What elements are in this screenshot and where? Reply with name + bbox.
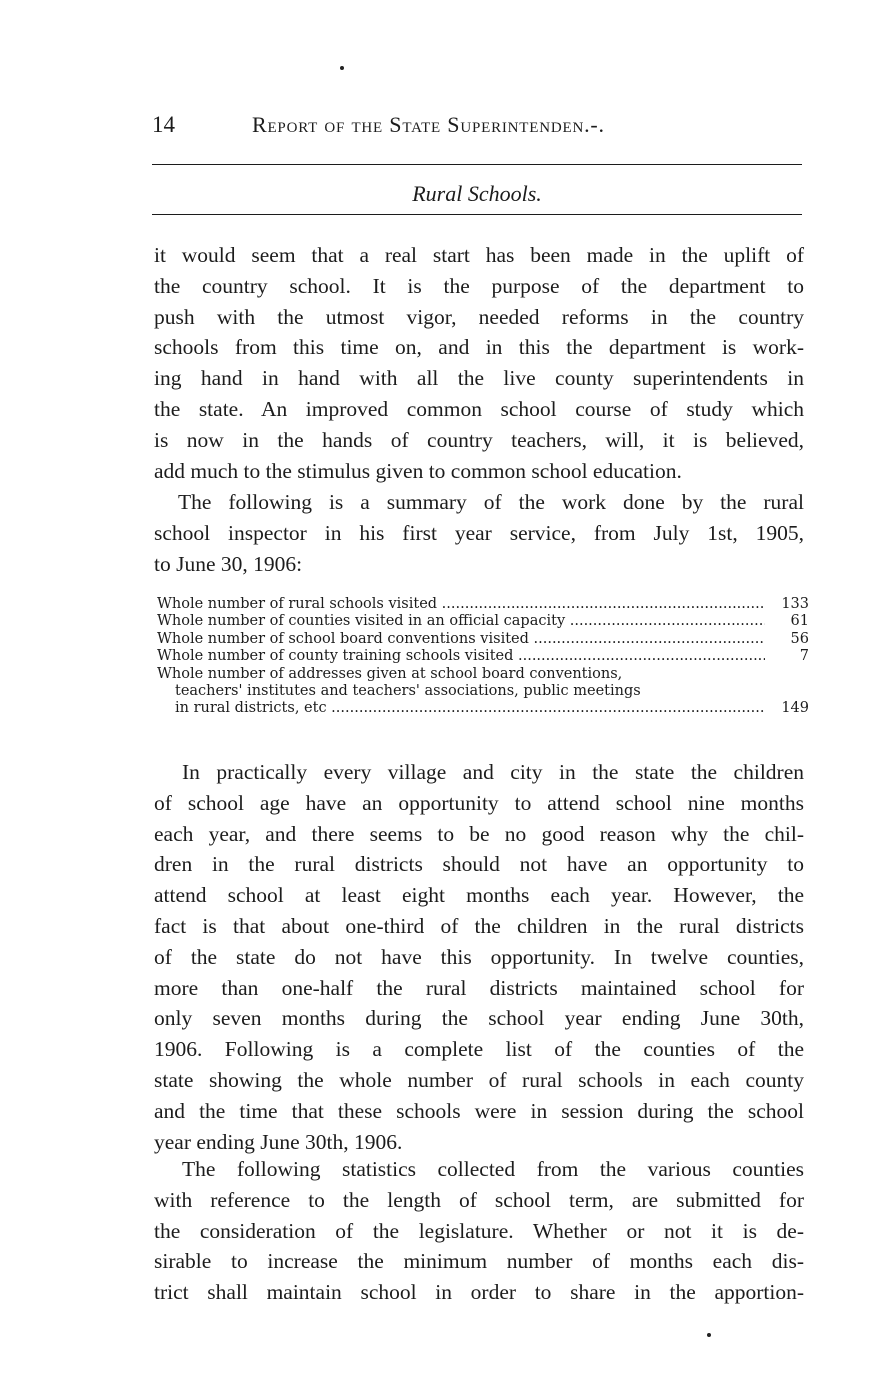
stat-label: Whole number of rural schools visited ..... [157, 596, 765, 613]
paragraph-4 [154, 1154, 804, 1308]
print-speck-top [340, 66, 344, 70]
text-line: and the time that these schools were in session during the school [154, 1098, 804, 1123]
stat-row [157, 700, 809, 717]
text-line: schools from this time on, and in this the department is work- [154, 335, 804, 360]
text-line: ing hand in hand with all the live county superintendents in [154, 366, 804, 391]
paragraph-1 [154, 240, 804, 486]
text-line: dren in the rural districts should not have an opportunity to [154, 852, 804, 877]
stat-row [157, 613, 809, 630]
text-line: year ending June 30th, 1906. [154, 1129, 403, 1154]
page-header [152, 112, 802, 142]
header-rule-top [152, 164, 802, 165]
stat-value: 56 [790, 630, 809, 647]
text-line: with reference to the length of school term, are submitted for [154, 1187, 804, 1212]
text-line: the consideration of the legislature. Whether or not it is de- [154, 1218, 804, 1243]
paragraph-2 [154, 487, 804, 579]
text-line: state showing the whole number of rural schools in each county [154, 1067, 804, 1092]
stat-value: 61 [790, 613, 809, 630]
text-line: of school age have an opportunity to attend school nine months [154, 790, 804, 815]
text-line: add much to the stimulus given to common school education. [154, 458, 682, 483]
stat-value: 133 [781, 596, 809, 612]
text-line: push with the utmost vigor, needed reforms in the country [154, 304, 804, 329]
text-line: In practically every village and city in the state the children [182, 760, 804, 784]
text-line: The following statistics collected from the various counties [182, 1157, 804, 1181]
text-line: school inspector in his first year service, from July 1st, 1905, [154, 520, 804, 545]
stat-label: Whole number of county training schools visited ..... [157, 648, 765, 665]
text-line: each year, and there seems to be no good reason why the chil- [154, 821, 804, 846]
text-line: sirable to increase the minimum number of months each dis- [154, 1249, 804, 1274]
text-line: to June 30, 1906: [154, 551, 303, 576]
text-line: of the state do not have this opportunity. In twelve counties, [154, 944, 804, 969]
text-line: 1906. Following is a complete list of the counties of the [154, 1037, 804, 1062]
text-line: more than one-half the rural districts maintained school for [154, 975, 804, 1000]
paragraph-3 [154, 757, 804, 1157]
text-line: is now in the hands of country teachers, will, it is believed, [154, 427, 804, 452]
text-line: only seven months during the school year ending June 30th, [154, 1006, 804, 1031]
stat-value: 7 [799, 648, 809, 665]
text-line: the state. An improved common school course of study which [154, 396, 804, 421]
stat-row [157, 596, 809, 613]
text-line: The following is a summary of the work done by the rural [178, 490, 804, 514]
stat-label: Whole number of school board conventions visited ..... [157, 631, 765, 648]
text-line: it would seem that a real start has been made in the uplift of [154, 243, 804, 267]
stat-line-continuation: teachers' institutes and teachers' associations, public meetings [175, 683, 641, 700]
page-number: 14 [152, 112, 175, 137]
text-line: trict shall maintain school in order to share in the apportion- [154, 1280, 804, 1305]
text-line: fact is that about one-third of the children in the rural districts [154, 913, 804, 938]
stat-label: in rural districts, etc ..... [157, 700, 765, 717]
section-title: Rural Schools. [412, 181, 542, 206]
stat-row [157, 648, 809, 665]
stat-label: Whole number of counties visited in an official capacity ..... [157, 613, 765, 630]
running-title: Report of the State Superintenden.-. [252, 112, 605, 137]
summary-stats-table [157, 596, 809, 718]
stat-line-continuation: Whole number of addresses given at school board conventions, [157, 665, 623, 682]
print-speck-bottom [707, 1333, 711, 1337]
text-line: attend school at least eight months each year. However, the [154, 883, 804, 908]
header-rule-bottom [152, 214, 802, 215]
text-line: the country school. It is the purpose of the department to [154, 273, 804, 298]
stat-row [157, 631, 809, 648]
stat-value: 149 [781, 700, 809, 717]
